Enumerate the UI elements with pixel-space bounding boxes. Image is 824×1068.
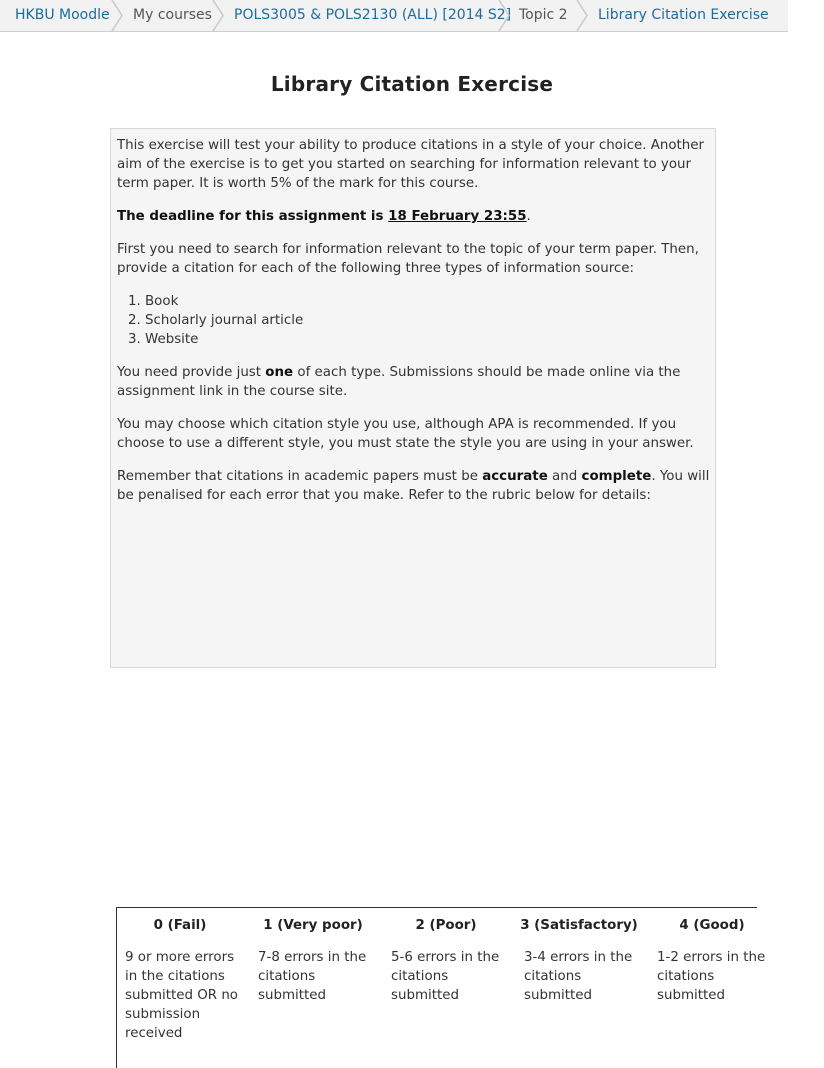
deadline-date: 18 February 23:55 [388,209,527,224]
remember-complete: complete [581,469,652,484]
list-item: 1. Book [145,292,713,311]
rubric-cell: 3-4 errors in the citations submitted [524,950,633,1003]
provide-prefix: You need provide just [117,365,266,380]
list-item: 2. Scholarly journal article [145,311,713,330]
remember-accurate: accurate [482,469,548,484]
rubric-header: 1 (Very poor) [263,918,363,933]
provide-paragraph [117,363,713,401]
remember-suffix: . You will be penalised for each error that you make. Refer to the rubric below for details: [117,469,710,503]
rubric-header: 3 (Satisfactory) [520,918,638,933]
description-text [117,136,713,519]
remember-paragraph [117,467,713,505]
search-paragraph: First you need to search for information relevant to the topic of your term paper. Then, provide a citation for each of the following three types of information source: [117,242,699,276]
breadcrumb-home-link[interactable]: HKBU Moodle [15,7,110,23]
assignment-description [110,128,766,1041]
remember-mid: and [547,469,582,484]
breadcrumb-course-link[interactable]: POLS3005 & POLS2130 (ALL) [2014 S2] [234,7,512,23]
breadcrumb-separator-icon [575,0,589,31]
deadline-paragraph [117,207,713,226]
breadcrumb-topic-link[interactable]: Topic 2 [519,7,568,23]
provide-suffix: of each type. Submissions should be made online via the assignment link in the course site. [117,365,681,399]
deadline-prefix: The deadline for this assignment is [117,209,389,224]
deadline-suffix: . [526,209,531,224]
rubric-cell: 9 or more errors in the citations submitted OR no submission received [125,950,239,1041]
rubric-cell: 5-6 errors in the citations submitted [391,950,500,1003]
remember-prefix: Remember that citations in academic papers must be [117,469,483,484]
source-type-list [117,292,713,349]
rubric-header: 0 (Fail) [153,918,207,933]
rubric-header: 2 (Poor) [415,918,477,933]
rubric-cell: 1-2 errors in the citations submitted [657,950,766,1003]
rubric-table-viewport[interactable] [111,518,766,1041]
breadcrumb-separator-icon [110,0,124,31]
breadcrumb-separator-icon [497,0,511,31]
style-paragraph: You may choose which citation style you use, although APA is recommended. If you choose to use a different style, you must state the style you are using in your answer. [117,417,694,451]
page-title: Library Citation Exercise [270,72,554,96]
provide-bold: one [265,365,294,380]
breadcrumb-current-page[interactable]: Library Citation Exercise [598,7,769,23]
list-item: 3. Website [145,330,713,349]
breadcrumb-separator-icon [211,0,225,31]
rubric-table [116,907,766,1068]
breadcrumb-my-courses-link[interactable]: My courses [133,7,212,23]
rubric-header: 4 (Good) [679,918,745,933]
intro-paragraph: This exercise will test your ability to produce citations in a style of your choice. Another aim of the exercise is to get you started on searching for information relevant to your term paper. It is worth 5% of the mark for this course. [117,138,705,191]
breadcrumb [0,0,788,32]
rubric-cell: 7-8 errors in the citations submitted [258,950,367,1003]
